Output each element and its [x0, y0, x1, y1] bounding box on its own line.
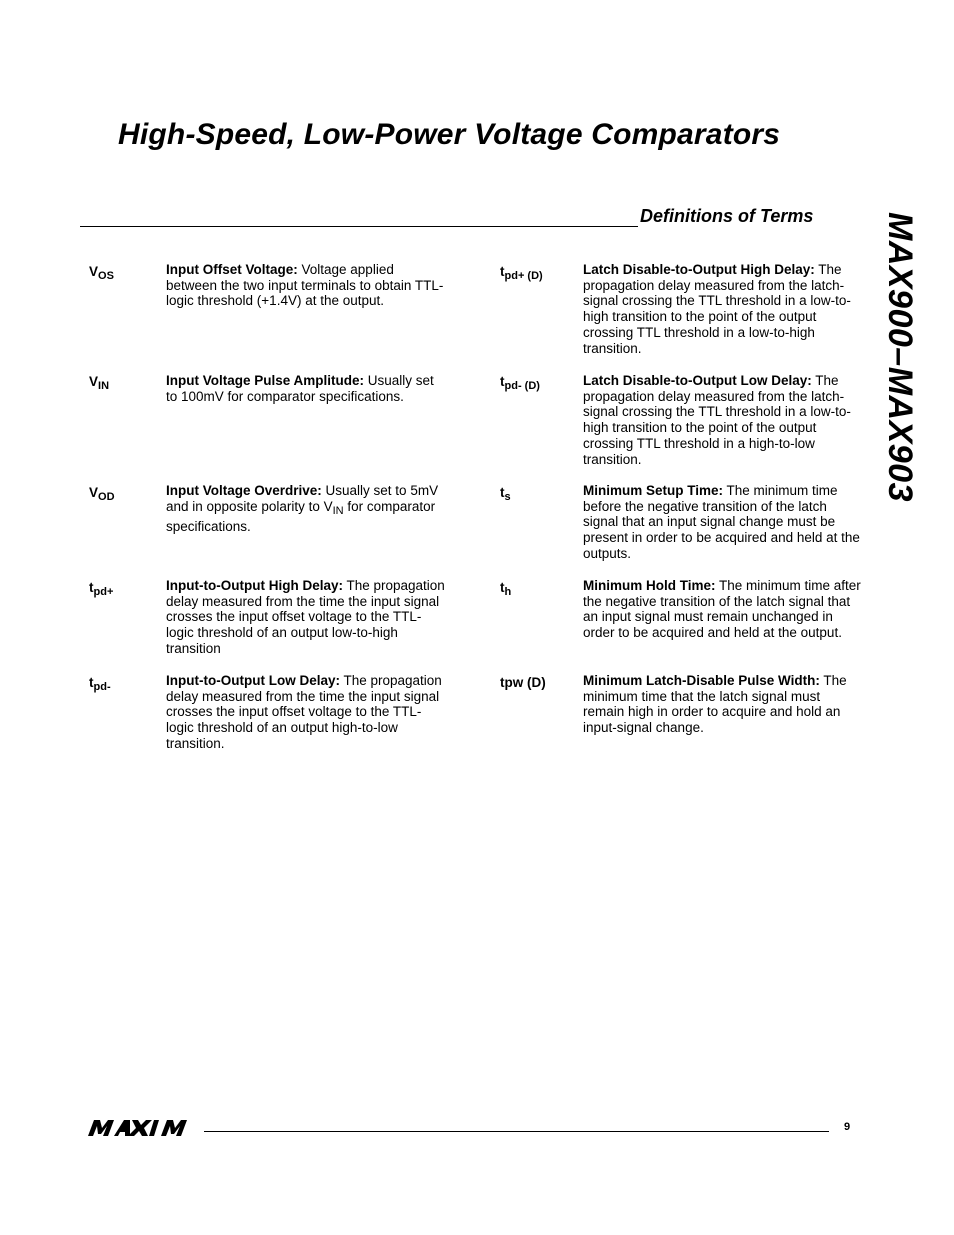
maxim-logo	[84, 1118, 192, 1138]
footer-rule	[204, 1131, 829, 1132]
symbol-base: V	[89, 374, 99, 389]
term-definition	[583, 578, 863, 641]
term-name: Minimum Latch-Disable Pulse Width:	[583, 673, 820, 688]
term-description: Usually set to 100mV for comparator specifications.	[166, 373, 434, 404]
symbol-subscript: pd-	[93, 681, 111, 693]
term-definition	[166, 483, 446, 535]
term-name: Latch Disable-to-Output Low Delay:	[583, 373, 812, 388]
term-symbol	[500, 675, 546, 691]
term-definition	[166, 262, 446, 309]
term-definition	[583, 262, 863, 356]
page-number: 9	[844, 1121, 851, 1133]
term-description: The minimum time before the negative transition of the latch signal that an input signal change must be present in order to be acquired and held at the outputs.	[583, 483, 860, 561]
symbol-base: t	[500, 485, 505, 500]
term-name: Input Voltage Overdrive:	[166, 483, 322, 498]
symbol-base: t	[89, 675, 94, 690]
page-title: High-Speed, Low-Power Voltage Comparators	[118, 118, 781, 151]
section-title: Definitions of Terms	[640, 206, 814, 226]
term-symbol	[500, 374, 540, 395]
term-name: Minimum Hold Time:	[583, 578, 716, 593]
term-description: The minimum time after the negative transition of the latch signal that an input signal must remain unchanged in order to be acquired and held at the output.	[583, 578, 861, 641]
symbol-subscript: pd+ (D)	[504, 270, 543, 282]
symbol-base: V	[89, 264, 99, 279]
symbol-subscript: OS	[98, 270, 114, 282]
term-description: The propagation delay measured from the latch-signal crossing the TTL threshold in a low-to-high transition to the point of the output crossing TTL threshold in a low-to-high transition.	[583, 262, 851, 356]
symbol-subscript: s	[504, 491, 511, 503]
symbol-subscript: IN	[98, 380, 110, 392]
term-description: for comparator specifications.	[166, 498, 436, 535]
term-definition	[166, 578, 446, 657]
symbol-subscript: pd+	[93, 586, 114, 598]
term-name: Input Offset Voltage:	[166, 262, 298, 277]
term-description: Voltage applied between the two input terminals to obtain TTL-logic threshold (+1.4V) at the output.	[166, 262, 444, 309]
symbol-base: tpw (D)	[500, 675, 546, 690]
term-name: Input-to-Output High Delay:	[166, 578, 343, 593]
symbol-base: t	[500, 374, 505, 389]
symbol-base: t	[500, 264, 505, 279]
term-symbol	[89, 264, 114, 285]
term-symbol	[500, 580, 511, 601]
term-name: Minimum Setup Time:	[583, 483, 724, 498]
term-symbol	[500, 485, 511, 506]
term-definition	[583, 483, 863, 562]
symbol-base: t	[500, 580, 505, 595]
symbol-base: t	[89, 580, 94, 595]
term-description: The minimum time that the latch signal must remain high in order to acquire and hold an input-signal change.	[583, 673, 847, 736]
symbol-subscript: pd- (D)	[504, 380, 540, 392]
term-definition	[166, 373, 446, 404]
term-symbol	[89, 485, 115, 506]
part-number-side-label: MAX900–MAX903	[881, 212, 919, 502]
term-description: The propagation delay measured from the time the input signal crosses the input offset voltage to the TTL-logic threshold of an output low-to-high transition	[166, 578, 445, 656]
term-description: Usually set to 5mV and in opposite polarity to V	[166, 483, 439, 514]
term-symbol	[89, 675, 111, 696]
term-definition	[583, 373, 863, 467]
term-description: The propagation delay measured from the latch-signal crossing the TTL threshold in a low-to-high transition to the point of the output crossing TTL threshold in a high-to-low transition.	[583, 373, 851, 467]
section-rule	[80, 226, 638, 227]
term-name: Input Voltage Pulse Amplitude:	[166, 373, 365, 388]
term-definition	[583, 673, 863, 736]
symbol-base: V	[89, 485, 99, 500]
term-symbol	[89, 580, 113, 601]
term-description: The propagation delay measured from the time the input signal crosses the input offset voltage to the TTL-logic threshold of an output high-to-low transition.	[166, 673, 442, 751]
symbol-subscript: OD	[98, 491, 115, 503]
term-definition	[166, 673, 446, 752]
term-symbol	[89, 374, 109, 395]
term-symbol	[500, 264, 543, 285]
term-name: Latch Disable-to-Output High Delay:	[583, 262, 815, 277]
symbol-subscript: h	[504, 586, 512, 598]
term-name: Input-to-Output Low Delay:	[166, 673, 340, 688]
term-description-subscript: IN	[332, 504, 344, 517]
